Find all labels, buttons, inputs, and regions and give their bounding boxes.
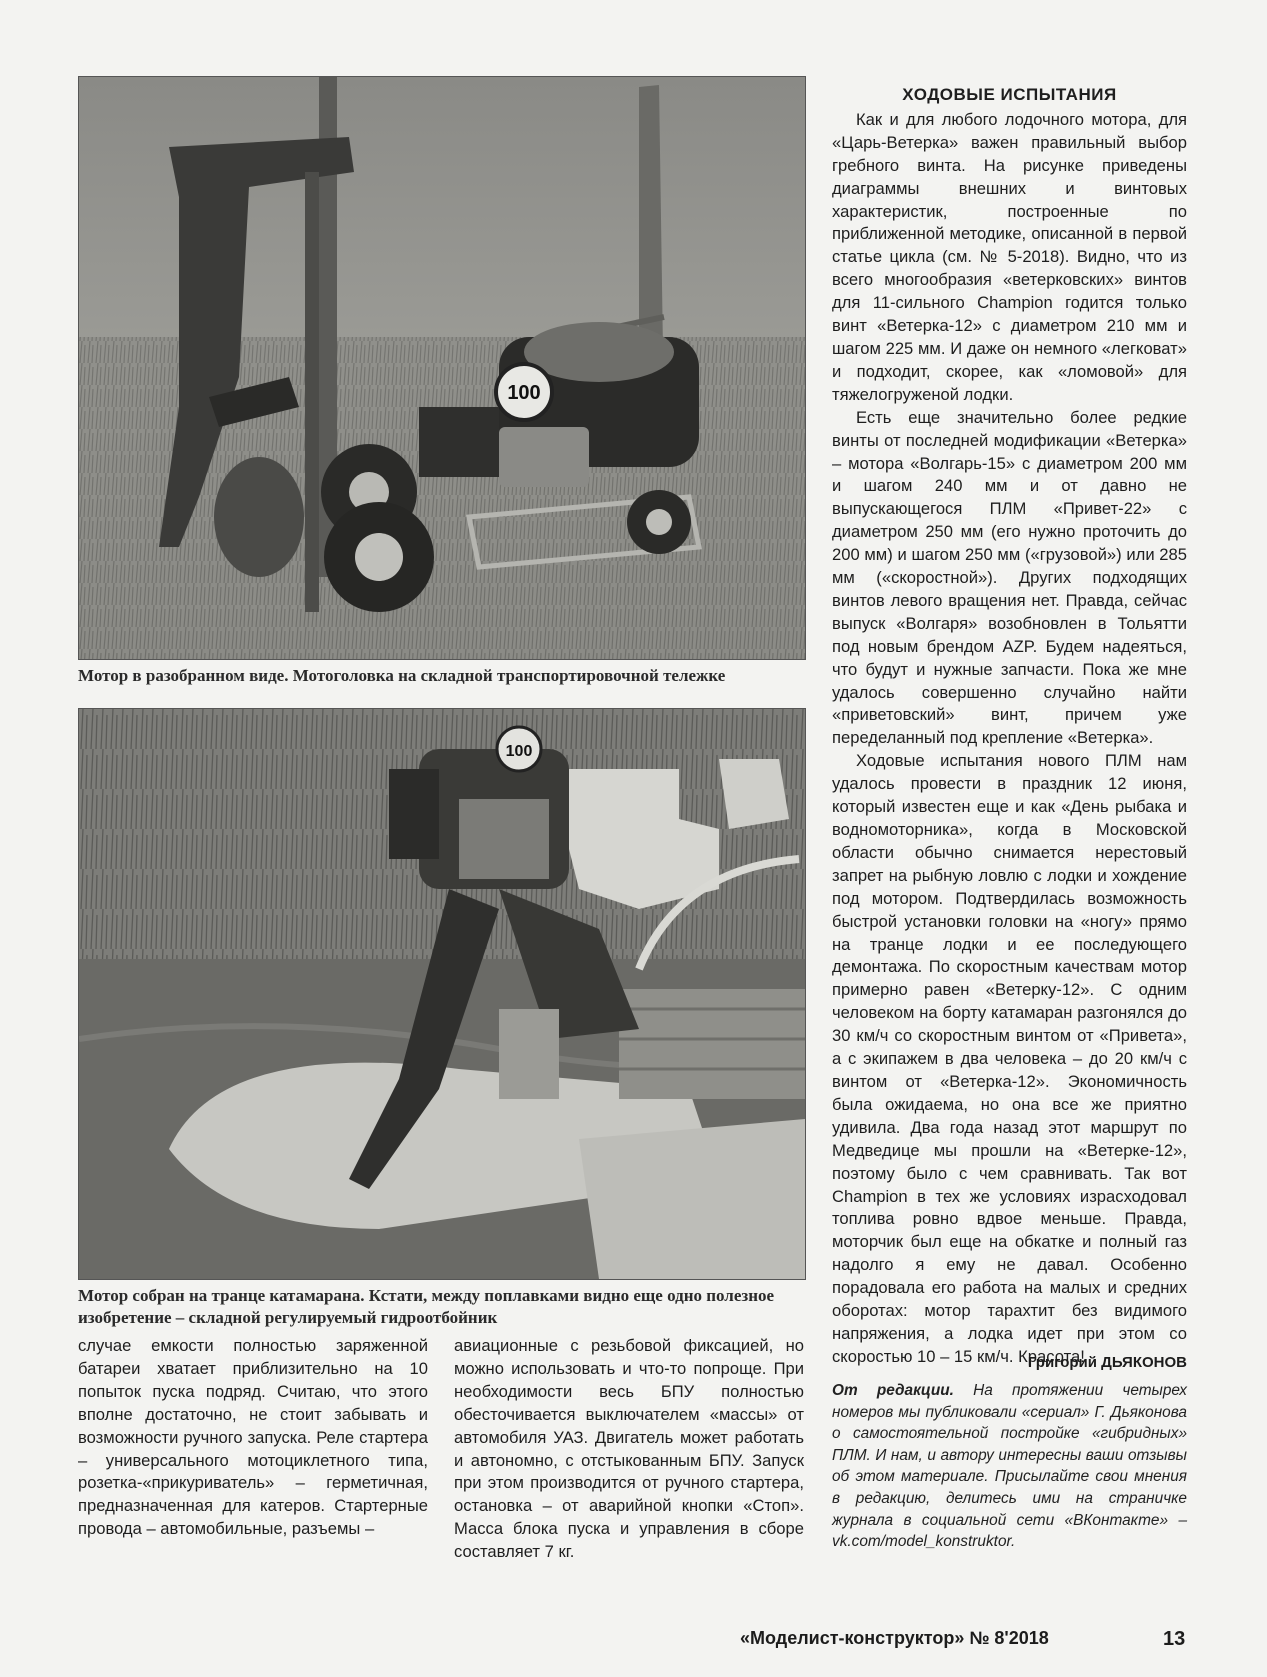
photo1-caption: Мотор в разобранном виде. Мотоголовка на складной транспортировочной тележке	[78, 666, 726, 685]
photo-motor-disassembled	[78, 76, 806, 660]
paragraph-3: Ходовые испытания нового ПЛМ нам удалось провести в праздник 12 июня, который известен еще и как «День рыбака и водномоторника», когда в Московской области обычно снимается нерестовый запрет на рыбную ловлю с лодки и хождение под мотором. Подтвердилась возможность быстрой установки головки на «ногу» прямо на транце лодки и ее последующего демонтажа. По скоростным качествам мотор примерно равен «Ветерку-12». С одним человеком на борту катамаран разгонялся до 30 км/ч со скоростным винтом от «Привета», а с экипажем в два человека – до 20 км/ч с винтом от «Ветерка-12». Экономичность была ожидаема, но она все же приятно удивила. Два года назад этот маршрут по Медведице мы прошли на «Ветерке-12», поэтому было с чем сравнивать. Так вот Champion в тех же условиях израсходовал топлива ровно вдвое меньше. Правда, моторчик был еще на обкатке и полный газ надолго я ему не давал. Особенно порадовала его работа на малых и средних оборотах: мотор тарахтит без видимого напряжения, а лодка идет при этом со скоростью 10 – 15 км/ч. Красота!	[832, 751, 1187, 1366]
paragraph-2: Есть еще значительно более редкие винты от последней модификации «Ветерка» – мотора «Волгарь-15» с диаметром 200 мм и шагом 240 мм и от давно не выпускающегося ПЛМ «Привет-22» с диаметром 250 мм (его нужно проточить до 200 мм) и шагом 250 мм («грузовой») или 285 мм («скоростной»). Других подходящих винтов левого вращения нет. Правда, сейчас выпуск «Волгаря» возобновлен в Тольятти под новым брендом AZP. Будем надеяться, что будут и нужные запчасти. Пока же мне удалось совершенно случайно найти «приветовский» винт, причем уже переделанный под крепление «Ветерка».	[832, 407, 1187, 748]
paragraph-1: Как и для любого лодочного мотора, для «Царь-Ветерка» важен правильный выбор гребного винта. На рисунке приведены диаграммы внешних и винтовых характеристик, построенные по приближенной методике, описанной в первой статье цикла (см. № 5-2018). Видно, что из всего многообразия «ветерковских» винтов для 11-сильного Champion годится только винт «Ветерка-12» с диаметром 210 мм и шагом 225 мм. И даже он немного «легковат» и подходит, скорее, как «ломовой» для тяжелогруженой лодки.	[832, 109, 1187, 404]
editor-note-lead: От редакции.	[832, 1382, 954, 1399]
photo-motor-on-catamaran-image	[79, 709, 805, 1279]
photo2-caption: Мотор собран на транце катамарана. Кстати, между поплавками видно еще одно полезное изобретение – складной регулируемый гидроотбойник	[78, 1286, 775, 1327]
page-number: 13	[1163, 1628, 1186, 1650]
editor-note	[832, 1380, 1187, 1553]
photo-motor-disassembled-image	[79, 77, 805, 659]
engine-number-label-1: 100	[507, 382, 541, 404]
article-column-right	[832, 84, 1187, 1369]
section-heading: ХОДОВЫЕ ИСПЫТАНИЯ	[902, 85, 1117, 104]
author-name: Григорий ДЬЯКОНОВ	[1027, 1354, 1187, 1371]
engine-number-label-2: 100	[505, 743, 533, 760]
editor-note-text: На протяжении четырех номеров мы публиковали «сериал» Г. Дьяконова о самостоятельной постройке «гибридных» ПЛМ. И нам, и автору интересны ваши отзывы об этом материале. Присылайте свои мнения в редакцию, делитесь ими на страничке журнала в социальной сети «ВКонтакте» – vk.com/model_konstruktor.	[832, 1382, 1188, 1551]
article-column-2-text: авиационные с резьбовой фиксацией, но можно использовать и что-то попроще. При необходимости весь БПУ полностью обесточивается выключателем «массы» от автомобиля УАЗ. Двигатель может работать и автономно, с отстыкованным БПУ. Запуск при этом производится от ручного стартера, остановка – от аварийной кнопки «Стоп». Масса блока пуска и управления в сборе составляет 7 кг.	[454, 1336, 804, 1562]
article-column-1-text: случае емкости полностью заряженной батареи хватает приблизительно на 10 попыток пуска подряд. Считаю, что этого вполне достаточно, не стоит забывать и возможности ручного запуска. Реле стартера – универсального мотоциклетного типа, розетка-«прикуриватель» – герметичная, предназначенная для катеров. Стартерные провода – автомобильные, разъемы –	[78, 1336, 428, 1539]
magazine-footer: «Моделист-конструктор» № 8'2018	[740, 1628, 1049, 1648]
article-column-2	[454, 1335, 804, 1564]
photo-motor-on-catamaran	[78, 708, 806, 1280]
article-column-1	[78, 1335, 428, 1541]
